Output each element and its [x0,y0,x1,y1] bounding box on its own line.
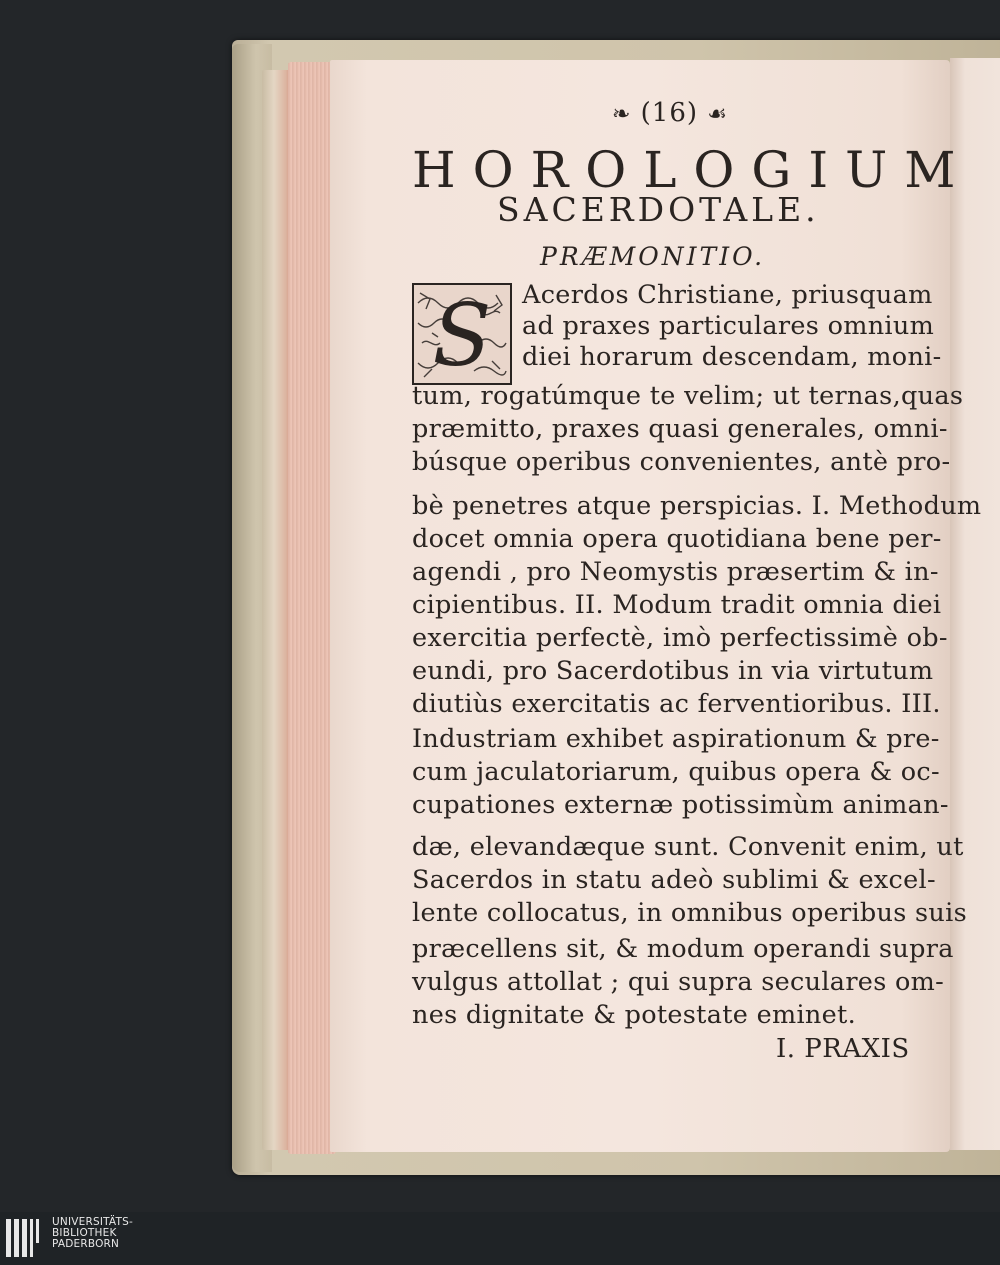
text-line: præmitto, praxes quasi generales, omni- [412,414,948,444]
text-line: lente collocatus, in omnibus operibus suis [412,898,967,928]
section-heading: PRÆMONITIO. [540,242,766,271]
dropcap-letter: S [432,286,492,385]
text-line: Industriam exhibet aspirationum & pre- [412,724,940,754]
text-line: vulgus attollat ; qui supra seculares om- [412,967,945,997]
text-line: eundi, pro Sacerdotibus in via virtutum [412,656,934,686]
footer-bar [0,1212,1000,1265]
text-line: bè penetres atque perspicias. I. Methodum [412,491,982,521]
logo-line: PADERBORN [52,1238,120,1250]
text-line: ad praxes particulares omnium [522,311,935,341]
catchword: I. PRAXIS [776,1034,910,1064]
library-logo-text [52,1217,133,1250]
page-number-label: (16) [640,98,699,128]
text-line: tum, rogatúmque te velim; ut ternas,quas [412,381,964,411]
page-edges-red [288,62,336,1154]
text-line: exercitia perfectè, imò perfectissimè ob- [412,623,948,653]
title-line-1: HOROLOGIUM [412,141,973,199]
text-line: diutiùs exercitatis ac ferventioribus. III. [412,689,941,719]
ornament-right-icon: ☙ [707,102,729,127]
text-line: búsque operibus convenientes, antè pro- [412,447,951,477]
facing-page-edge [950,58,1000,1150]
library-logo-icon [4,1217,44,1259]
text-line: cupationes externæ potissimùm animan- [412,790,949,820]
text-line: Sacerdos in statu adeò sublimi & excel- [412,865,936,895]
text-line: diei horarum descendam, moni- [522,342,942,372]
text-line: docet omnia opera quotidiana bene per- [412,524,942,554]
page-number [170,98,1000,128]
logo-line: UNIVERSITÄTS- [52,1216,133,1228]
text-line: dæ, elevandæque sunt. Convenit enim, ut [412,832,964,862]
text-line: nes dignitate & potestate eminet. [412,1000,856,1030]
text-line: cipientibus. II. Modum tradit omnia diei [412,590,942,620]
decorated-initial-icon [412,283,512,385]
logo-line: BIBLIOTHEK [52,1227,117,1239]
ornament-left-icon: ❧ [611,102,632,127]
title-line-2: SACERDOTALE. [497,190,820,229]
text-line: Acerdos Christiane, priusquam [522,280,933,310]
text-line: præcellens sit, & modum operandi supra [412,934,954,964]
text-line: cum jaculatoriarum, quibus opera & oc- [412,757,940,787]
text-line: agendi , pro Neomystis præsertim & in- [412,557,939,587]
